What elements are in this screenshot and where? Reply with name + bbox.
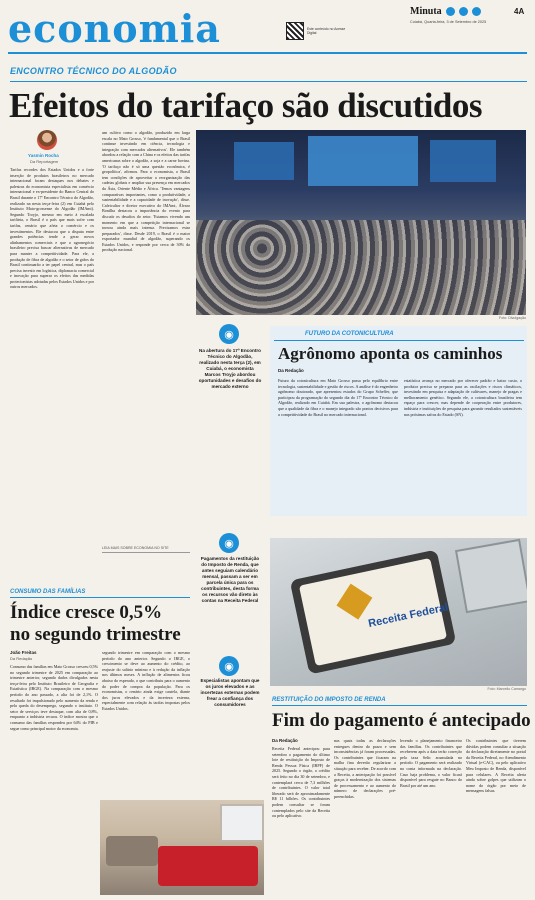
box-kicker: FUTURO DA COTONICULTURA xyxy=(305,331,394,337)
dateline: Cuiabá, Quarta-feira, 3 de Setembro de 2025 xyxy=(410,20,487,24)
tax-col1: Receita Federal antecipou para setembro o pagamento do último lote de restituição do Imposto de Renda Pessoa Física (IRPF) de 2025. Segundo o órgão, o crédito será feito no dia 30 de setembro, e contemplará cerca de 7,3 milhões de contribuintes. O valor total liberado será de aproximadamente R$ 11 bilhões. Os contribuintes podem consultar se foram contemplados pelo site da Receita ou pelo aplicativo. xyxy=(272,746,330,819)
box-col1: Futuro da cotonicultura em Mato Grosso passa pelo equilíbrio entre tecnologia, sustentabilidade e gestão de riscos. A análise é do engenheiro agrônomo doutorado, que apresentou estudos do Grupo Scheffer, que participou da programação do segundo dia do 17º Encontro Técnico do Algodão, realizado em Cuiabá. Em sua palestra, o agrônomo destacou que a qualidade da fibra e o manejo integrado são pontos decisivos para a competitividade do Brasil no mercado internacional. xyxy=(278,378,398,417)
sofa-left xyxy=(106,836,158,866)
left-author-role: Da Redação xyxy=(10,656,33,661)
box-rule xyxy=(274,340,524,341)
tax-kicker: RESTITUIÇÃO DO IMPOSTO DE RENDA xyxy=(272,697,386,703)
main-col2: um cultivo como o algodão, produzido em larga escala no Mato Grosso, 'é fundamental que o Brasil continue investindo em ciência, tecnologia e integração com mercados alternativos'. Ele também abordou a relação com a China e os efeitos das tarifas americanas sobre o algodão, a soja e a carne bovina. 'O tarifaço não é só uma questão econômica, é geopolítica', afirmou. Para o economista, o Brasil tem condições de aproveitar a reorganização das cadeias globais e ampliar sua presença em mercados da Ásia, Oriente Médio e África. 'Temos vantagens comparativas importantes, como a produtividade, a sustentabilidade e a capacidade de inovação', disse. Cafeicultor e diretor executivo do IMAmt, Álvaro Bonilha destacou a importância do evento para discutir os desafios do setor. 'Estamos vivendo um momento em que a competição internacional se tornou ainda mais intensa. Precisamos estar preparados', disse. Desde 2019, o Brasil é o maior exportador mundial de algodão, superando os Estados Unidos, e responde por cerca de 30% da produção nacional. xyxy=(102,130,190,253)
section-title: economia xyxy=(8,6,221,51)
header-rule xyxy=(8,52,527,54)
brand-name: Minuta xyxy=(410,6,442,17)
promo-text: Este conteúdo no Acesse Digital xyxy=(307,26,346,35)
brand-circle-icon xyxy=(446,7,455,16)
side-note-3: Especialistas apontam que os juros elevados e as incertezas externas podem frear a confiança dos consumidores xyxy=(200,678,260,707)
sofa-red xyxy=(158,846,258,886)
author-photo xyxy=(37,130,57,150)
photo-icon-3: ◉ xyxy=(219,656,239,676)
main-kicker-rule xyxy=(10,81,527,82)
receita-card-photo xyxy=(270,538,527,686)
photo-icon-2: ◉ xyxy=(219,533,239,553)
stage-screen-left xyxy=(234,142,294,180)
card-screen xyxy=(299,558,450,666)
tax-col2: nas quais todas as declarações entregues dentro do prazo e sem inconsistências já foram processadas. Os contribuintes que ficaram na malha fina deverão regularizar a situação para receber. De acordo com a Receita, a antecipação foi possível graças à modernização dos sistemas de processamento e ao aumento do número de declarações pré-preenchidas. xyxy=(334,738,396,799)
page-number: 4A xyxy=(514,7,525,16)
left-col1: Consumo das famílias em Mato Grosso cresceu 0,5% no segundo trimestre de 2025 em comparação ao trimestre anterior, segundo dados divulgados nesta terça-feira pelo Instituto Brasileiro de Geografia e Estatística (IBGE). Na comparação com o mesmo período do ano passado, a alta foi de 2,1%. O resultado foi impulsionado pelo aumento da renda e pela queda do desemprego, segundo o instituto. O setor de serviços teve destaque, com alta de 0,8%, enquanto a indústria recuou. O índice mostra que o consumo das famílias respondeu por 64% do PIB e segue como principal motor da economia. xyxy=(10,664,98,731)
side-note-2-text: Pagamentos da restituição do Imposto de Renda, que antes seguiam calendário mensal, passam a ser em parcela única para os contribuintes, desta forma os recursos vão direto às contas na Receita Federal xyxy=(200,556,260,603)
main-more-link[interactable]: LEIA MAIS SOBRE ECONOMIA NO SITE xyxy=(102,546,169,550)
window xyxy=(220,804,264,842)
audience xyxy=(196,220,526,315)
left-headline-2: no segundo trimestre xyxy=(10,624,181,645)
main-col1: Tarifas recordes dos Estados Unidos e a forte inserção de produtos brasileiros no mercado internacional foram destaques nos debates e palestras do economista especialista em comércio internacional e ex-presidente do Banco Central do Brasil durante o 17º Encontro Técnico do Algodão, realizado na nesta terça-feira (2) em Cuiabá pelo Instituto Mato-grossense do Algodão (IMAmt). Segundo Troyjo, mesmo em meio à escalada tarifária, o Brasil é o país que mais sofre com tarifas, cenário que afeta o comércio e os investimentos. Ele destacou que a disputa entre grandes potências tende a gerar novos alinhamentos comerciais e que o agronegócio brasileiro precisa buscar alternativas de mercado para manter a competitividade. Para ele, a produção de fibra de algodão e o setor de grãos do Brasil continuarão a ter papel central, mas o país precisa investir em logística, diplomacia comercial e inovação para superar os efeitos das medidas protecionistas adotadas pelos Estados Unidos e por outros mercados. xyxy=(10,167,94,290)
tax-col3: lecendo o planejamento financeiro das famílias. Os contribuintes que receberem após a data terão correção pela taxa Selic acumulada no período. O pagamento será realizado na conta informada na declaração. Caso haja problema, o valor ficará disponível para resgate no Banco do Brasil por até um ano. xyxy=(400,738,462,788)
stage-screen-center xyxy=(308,136,418,186)
receita-logo-icon xyxy=(336,584,372,620)
main-kicker: ENCONTRO TÉCNICO DO ALGODÃO xyxy=(10,66,177,76)
author-role: Da Reportagem xyxy=(30,159,59,164)
photo-icon: ◉ xyxy=(219,324,239,344)
sofa-photo xyxy=(100,800,264,895)
stage-screen-right xyxy=(430,140,496,182)
phone-card xyxy=(290,549,457,674)
tax-headline: Fim do pagamento é antecipado xyxy=(272,710,531,731)
author-name: Yasmin Rocha xyxy=(28,153,59,158)
calculator xyxy=(455,539,527,613)
main-rule-bottom xyxy=(102,552,190,553)
left-author-name: João Freitas xyxy=(10,650,37,655)
left-kicker-rule xyxy=(10,597,190,598)
side-note-1: Na abertura do 17º Encontro Técnico do Algodão, realizado nesta terça (2), em Cuiabá, o economista Marcos Troyjo abordou oportunidades e desafios do mercado externo xyxy=(198,348,262,389)
left-kicker: CONSUMO DAS FAMÍLIAS xyxy=(10,589,86,595)
card-text: Receita Federal xyxy=(367,601,450,631)
card-photo-credit: Foto: Marcello Camargo xyxy=(487,687,526,691)
masthead-brand xyxy=(410,6,481,17)
box-col2: estatística avança no mercado por oferecer padrão e baixo custo, o produtor precisa se preparar para as oscilações e riscos climáticos, investindo em pesquisa e adaptação de cultivares, manejo de pragas e melhoramento genético. Segundo ele, a cotonicultura brasileira tem espaço para crescer, mas depende de cooperação entre produtores, indústria e instituições de pesquisa para garantir resultados sustentáveis nas próximas safras do Estado (SN). xyxy=(404,378,522,417)
main-headline: Efeitos do tarifaço são discutidos xyxy=(9,86,482,125)
brand-circle-icon-2 xyxy=(459,7,468,16)
left-col2: segundo trimestre em comparação com o mesmo período do ano anterior. Segundo o IBGE, o crescimento se deve ao aumento do crédito, ao reajuste do salário mínimo e à redução da inflação nos últimos meses. A inflação de alimentos ficou abaixo do esperado, o que contribuiu para o aumento do poder de compra da população. Para os economistas, o cenário ainda exige cautela, diante dos juros elevados e da incerteza externa, especialmente com relação às tarifas impostas pelos Estados Unidos. xyxy=(102,650,190,711)
tax-col4: Os contribuintes que tiverem dúvidas podem consultar a situação da declaração diretamente no portal da Receita Federal, no Atendimento Virtual (e-CAC), ou pelo aplicativo Meu Imposto de Renda, disponível para celulares. A Receita alerta ainda sobre golpes que utilizam o nome do órgão por meio de mensagens falsas. xyxy=(466,738,526,794)
qr-promo xyxy=(286,22,358,40)
left-headline-1: Índice cresce 0,5% xyxy=(10,602,163,623)
tax-kicker-rule xyxy=(272,705,527,706)
qr-code-icon xyxy=(286,22,304,40)
conference-photo-credit: Foto: Divulgação xyxy=(499,316,526,320)
brand-circle-icon-3 xyxy=(472,7,481,16)
box-byline: Da Redação xyxy=(278,368,304,373)
conference-photo xyxy=(196,130,526,315)
tax-byline: Da Redação xyxy=(272,738,298,743)
box-headline: Agrônomo aponta os caminhos xyxy=(278,344,503,363)
